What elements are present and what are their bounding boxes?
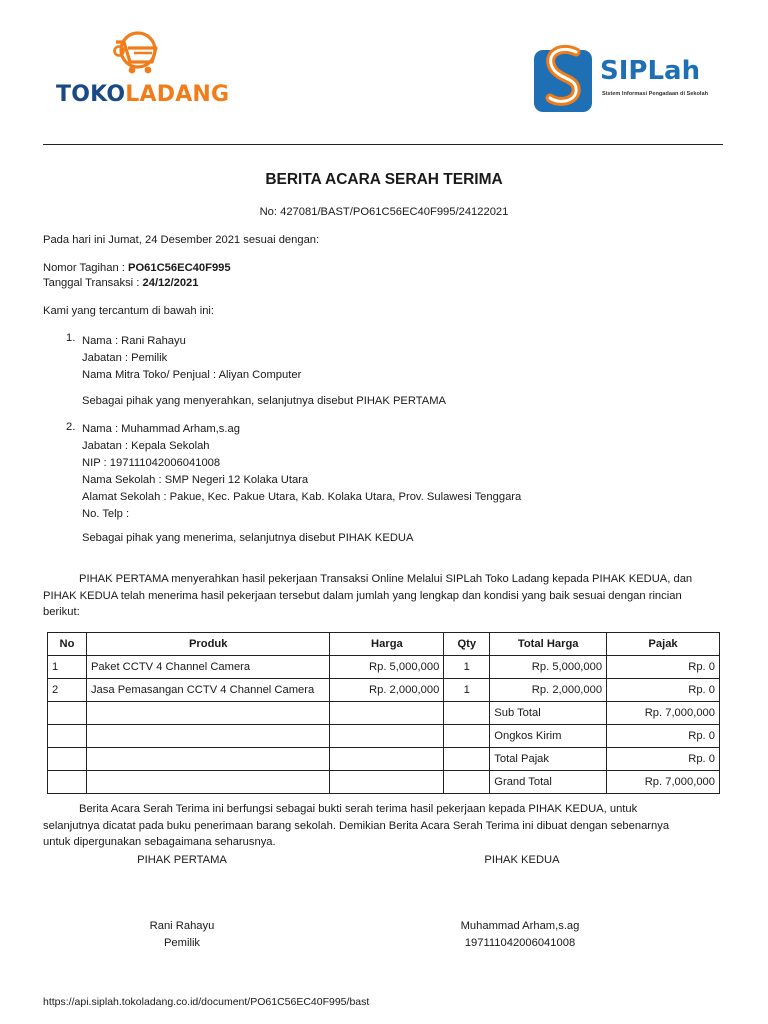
summary-value: Rp. 0 (607, 748, 720, 771)
undersigned-text: Kami yang tercantum di bawah ini: (43, 305, 215, 317)
handover-line-1: PIHAK PERTAMA menyerahkan hasil pekerjaan Transaksi Online Melalui SIPLah Toko Ladang kepada PIHAK KEDUA, dan (79, 573, 693, 585)
party1-number: 1. (66, 332, 76, 344)
cell-no: 2 (48, 679, 87, 702)
signature-left-title: Pemilik (163, 937, 201, 949)
col-header-product: Produk (86, 633, 330, 656)
col-header-no: No (48, 633, 87, 656)
party2-block (82, 421, 521, 523)
handover-line-2: PIHAK KEDUA telah menerima hasil pekerjaan tersebut dalam jumlah yang lengkap dan kondisi yang baik sesuai dengan rincian (43, 589, 682, 602)
party2-name: Nama : Muhammad Arham,s.ag (82, 423, 240, 435)
party1-block (82, 333, 301, 384)
party2-position: Jabatan : Kepala Sekolah (82, 440, 210, 452)
summary-row-subtotal (48, 702, 720, 725)
summary-row-tax (48, 748, 720, 771)
signature-right-title: 197111042006041008 (464, 937, 576, 949)
cell-price: Rp. 5,000,000 (330, 656, 444, 679)
party2-nip: NIP : 197111042006041008 (82, 457, 221, 469)
summary-label: Sub Total (490, 702, 607, 725)
document-number: No: 427081/BAST/PO61C56EC40F995/24122021 (259, 206, 509, 218)
closing-paragraph (43, 801, 669, 851)
party2-phone: No. Telp : (82, 508, 130, 520)
summary-label: Total Pajak (490, 748, 607, 771)
party1-position: Jabatan : Pemilik (82, 352, 168, 364)
table-row (48, 679, 720, 702)
document-title: BERITA ACARA SERAH TERIMA (265, 171, 503, 188)
summary-value: Rp. 0 (607, 725, 720, 748)
cell-tax: Rp. 0 (607, 656, 720, 679)
cell-product: Paket CCTV 4 Channel Camera (86, 656, 330, 679)
items-table (47, 632, 720, 794)
tokoladang-logo (56, 30, 230, 112)
signature-right-label: PIHAK KEDUA (484, 854, 560, 866)
cell-qty: 1 (444, 656, 490, 679)
table-header-row (48, 633, 720, 656)
siplah-logo (532, 42, 732, 114)
col-header-qty: Qty (444, 633, 490, 656)
handover-paragraph (43, 571, 692, 621)
cell-no: 1 (48, 656, 87, 679)
cell-tax: Rp. 0 (607, 679, 720, 702)
siplah-emblem-icon (532, 42, 596, 114)
signature-left-label: PIHAK PERTAMA (137, 854, 227, 866)
summary-value: Rp. 7,000,000 (607, 771, 720, 794)
invoice-label: Nomor Tagihan : (43, 262, 128, 274)
party2-role: Sebagai pihak yang menerima, selanjutnya disebut PIHAK KEDUA (82, 532, 414, 544)
logo-text-ladang: LADANG (125, 82, 230, 107)
cell-product: Jasa Pemasangan CCTV 4 Channel Camera (86, 679, 330, 702)
party1-name: Nama : Rani Rahayu (82, 335, 186, 347)
table-row (48, 656, 720, 679)
cell-qty: 1 (444, 679, 490, 702)
invoice-number: PO61C56EC40F995 (128, 262, 231, 274)
logo-text-toko: TOKO (56, 82, 126, 107)
party1-role: Sebagai pihak yang menyerahkan, selanjutnya disebut PIHAK PERTAMA (82, 395, 447, 407)
cell-price: Rp. 2,000,000 (330, 679, 444, 702)
col-header-tax: Pajak (607, 633, 720, 656)
transaction-date: 24/12/2021 (142, 277, 199, 289)
signature-left-name: Rani Rahayu (149, 920, 215, 932)
summary-row-grand-total (48, 771, 720, 794)
handover-line-3: berikut: (43, 606, 80, 618)
col-header-price: Harga (330, 633, 444, 656)
summary-value: Rp. 7,000,000 (607, 702, 720, 725)
party2-number: 2. (66, 421, 76, 433)
header-divider (43, 144, 723, 145)
summary-row-shipping (48, 725, 720, 748)
siplah-tagline: Sistem Informasi Pengadaan di Sekolah (602, 91, 709, 97)
closing-line-2: selanjutnya dicatat pada buku penerimaan barang sekolah. Demikian Berita Acara Serah Terima ini dibuat dengan sebenarnya (43, 819, 670, 832)
party2-school: Nama Sekolah : SMP Negeri 12 Kolaka Utara (82, 474, 309, 486)
party1-partner: Nama Mitra Toko/ Penjual : Aliyan Computer (82, 369, 302, 381)
invoice-line (43, 262, 231, 274)
intro-text: Pada hari ini Jumat, 24 Desember 2021 sesuai dengan: (43, 234, 320, 246)
cell-total: Rp. 5,000,000 (490, 656, 607, 679)
date-line (43, 277, 199, 289)
footer-url[interactable]: https://api.siplah.tokoladang.co.id/document/PO61C56EC40F995/bast (43, 996, 370, 1008)
cell-total: Rp. 2,000,000 (490, 679, 607, 702)
signature-right-name: Muhammad Arham,s.ag (460, 920, 580, 932)
closing-line-3: untuk dipergunakan sebagaimana seharusnya. (43, 836, 276, 848)
shopping-cart-icon (108, 30, 168, 82)
col-header-total: Total Harga (490, 633, 607, 656)
closing-line-1: Berita Acara Serah Terima ini berfungsi sebagai bukti serah terima hasil pekerjaan kepada PIHAK KEDUA, untuk (79, 803, 638, 815)
summary-label: Grand Total (490, 771, 607, 794)
summary-label: Ongkos Kirim (490, 725, 607, 748)
party2-address: Alamat Sekolah : Pakue, Kec. Pakue Utara, Kab. Kolaka Utara, Prov. Sulawesi Tenggara (82, 491, 522, 503)
date-label: Tanggal Transaksi : (43, 277, 143, 289)
siplah-name: SIPLah (600, 56, 701, 86)
